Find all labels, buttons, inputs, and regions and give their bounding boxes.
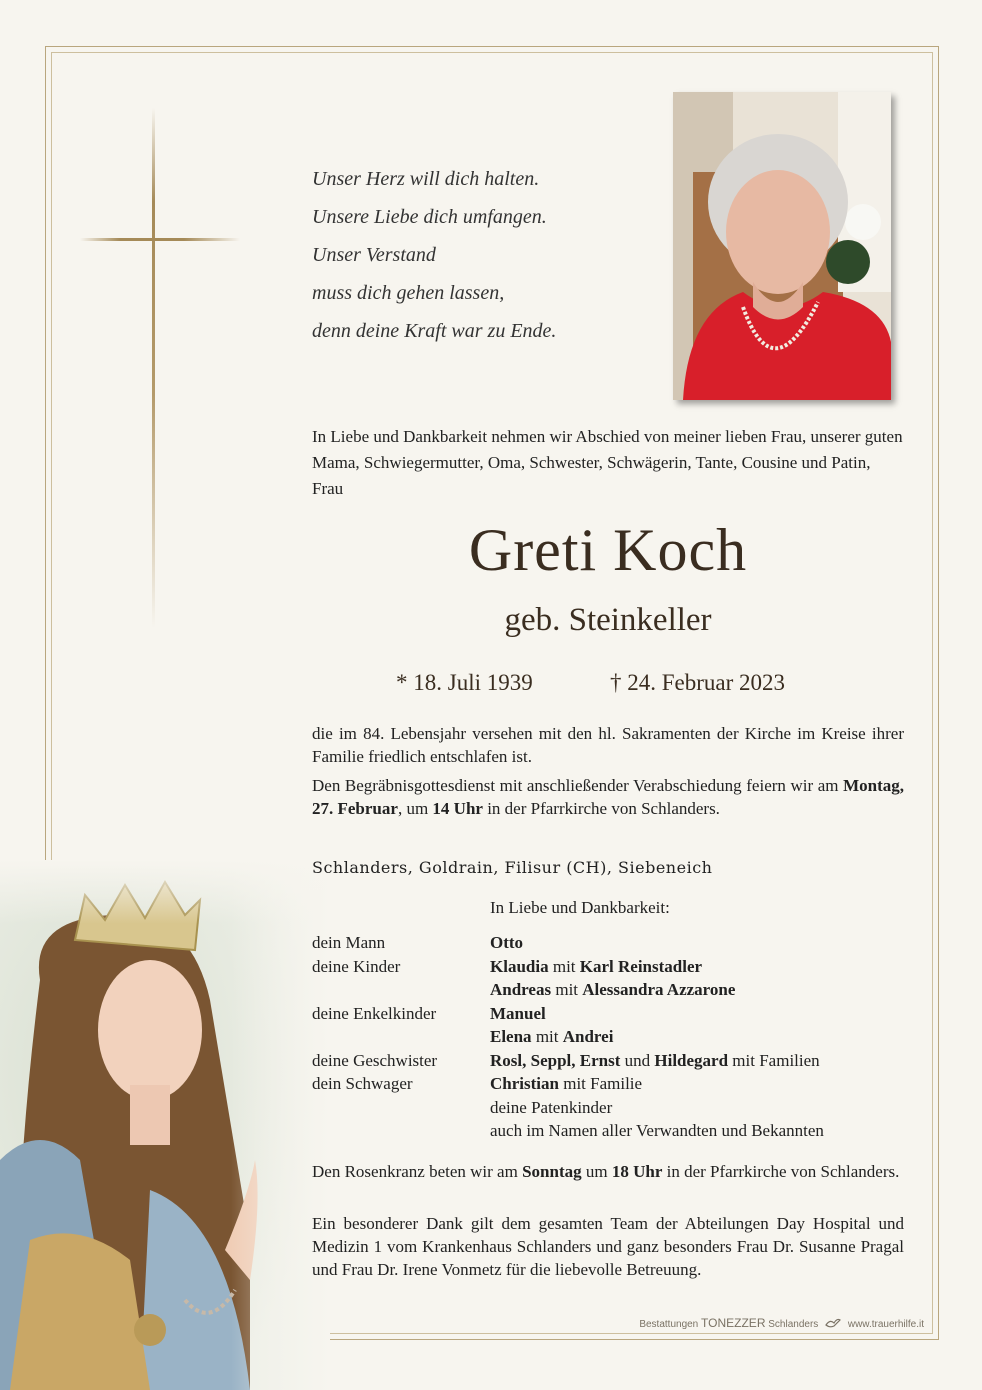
poem-line: Unsere Liebe dich umfangen.	[312, 206, 547, 228]
rosary-text	[312, 1160, 904, 1183]
cross-icon-horizontal	[80, 238, 240, 241]
relation	[312, 1025, 490, 1049]
death-date: † 24. Februar 2023	[610, 670, 786, 695]
funeral-text-b: , um	[397, 799, 433, 818]
maiden-name: geb. Steinkeller	[504, 602, 712, 638]
footer-brand: TONEZZER	[701, 1316, 766, 1330]
rosary-text-a: Den Rosenkranz beten wir am	[312, 1162, 523, 1181]
family-row	[312, 1002, 912, 1026]
dove-logo-icon	[825, 1317, 841, 1332]
person-name: Otto	[490, 933, 524, 952]
funeral-day: Montag, 27. Februar	[312, 776, 904, 818]
person-name: Andreas	[490, 980, 552, 999]
funeral-text-c: in der Pfarrkirche von Schlanders.	[482, 799, 720, 818]
deceased-name: Greti Koch	[468, 517, 748, 583]
passing-text: die im 84. Lebensjahr versehen mit den hl. Sakramenten der Kirche im Kreise ihrer Familie friedlich entschlafen ist.	[312, 724, 904, 766]
rosary-time: 18 Uhr	[611, 1162, 663, 1181]
relation: deine Kinder	[312, 956, 401, 976]
person-name: Klaudia	[490, 956, 549, 976]
connector: mit Familien	[728, 1050, 820, 1070]
footer	[639, 1316, 924, 1332]
relation	[312, 1096, 490, 1120]
connector: mit	[551, 980, 583, 999]
cross-icon-vertical	[152, 108, 155, 628]
gratitude-heading: In Liebe und Dankbarkeit:	[490, 898, 670, 917]
family-row	[312, 931, 912, 955]
funeral-text-a: Den Begräbnisgottesdienst mit anschließender Verabschiedung feiern wir am	[312, 776, 844, 795]
names	[490, 1025, 613, 1049]
madonna-image	[0, 860, 330, 1390]
names	[490, 1002, 546, 1026]
connector: mit	[548, 956, 580, 976]
family-row	[312, 1072, 912, 1096]
names	[490, 955, 702, 979]
poem-line: Unser Herz will dich halten.	[312, 168, 540, 190]
intro-text: In Liebe und Dankbarkeit nehmen wir Abschied von meiner lieben Frau, unserer guten Mama, Schwiegermutter, Oma, Schwester, Schwägerin, Tante, Cousine und Patin, Frau	[312, 427, 903, 498]
footer-url[interactable]: www.trauerhilfe.it	[847, 1319, 924, 1330]
funeral-text	[312, 774, 904, 820]
places: Schlanders, Goldrain, Filisur (CH), Siebeneich	[312, 858, 713, 877]
person-name: Hildegard	[654, 1050, 729, 1070]
birth-date: * 18. Juli 1939	[396, 670, 533, 695]
poem-line: Unser Verstand	[312, 244, 436, 266]
relation: deine Enkelkinder	[312, 1003, 437, 1023]
relation: dein Mann	[312, 933, 386, 952]
relation	[312, 1119, 490, 1143]
funeral-time: 14 Uhr	[432, 799, 483, 818]
names: auch im Namen aller Verwandten und Bekannten	[490, 1121, 824, 1140]
family-row	[312, 1119, 912, 1143]
person-name: Karl Reinstadler	[579, 956, 703, 976]
person-name: Andrei	[562, 1027, 614, 1046]
family-list	[312, 931, 912, 1143]
poem	[312, 160, 556, 350]
relation: dein Schwager	[312, 1074, 413, 1093]
person-name: Manuel	[490, 1003, 546, 1023]
family-row	[312, 1049, 912, 1073]
connector: mit Familie	[558, 1074, 643, 1093]
rosary-day: Sonntag	[522, 1162, 582, 1181]
thanks-text: Ein besonderer Dank gilt dem gesamten Team der Abteilungen Day Hospital und Medizin 1 vom Krankenhaus Schlanders und ganz besonders Frau Dr. Susanne Pragal und Frau Dr. Irene Vonmetz für die liebevolle Betreuung.	[312, 1214, 904, 1279]
rosary-text-b: um	[581, 1162, 612, 1181]
names	[490, 931, 523, 955]
person-name: Rosl, Seppl, Ernst	[490, 1050, 621, 1070]
names	[490, 1049, 820, 1073]
names	[490, 1072, 642, 1096]
family-row	[312, 1025, 912, 1049]
portrait-photo	[673, 92, 891, 400]
rosary-text-c: in der Pfarrkirche von Schlanders.	[662, 1162, 900, 1181]
connector: mit	[531, 1027, 563, 1046]
person-name: Elena	[490, 1027, 532, 1046]
relation	[312, 978, 490, 1002]
connector: und	[620, 1050, 655, 1070]
poem-line: muss dich gehen lassen,	[312, 282, 505, 304]
names: deine Patenkinder	[490, 1097, 613, 1117]
names	[490, 978, 735, 1002]
person-name: Christian	[490, 1074, 559, 1093]
footer-prefix: Bestattungen	[639, 1319, 702, 1330]
footer-suffix: Schlanders	[765, 1319, 819, 1330]
poem-line: denn deine Kraft war zu Ende.	[312, 320, 557, 342]
relation: deine Geschwister	[312, 1050, 438, 1070]
family-row	[312, 978, 912, 1002]
family-row	[312, 955, 912, 979]
family-row	[312, 1096, 912, 1120]
person-name: Alessandra Azzarone	[582, 980, 736, 999]
